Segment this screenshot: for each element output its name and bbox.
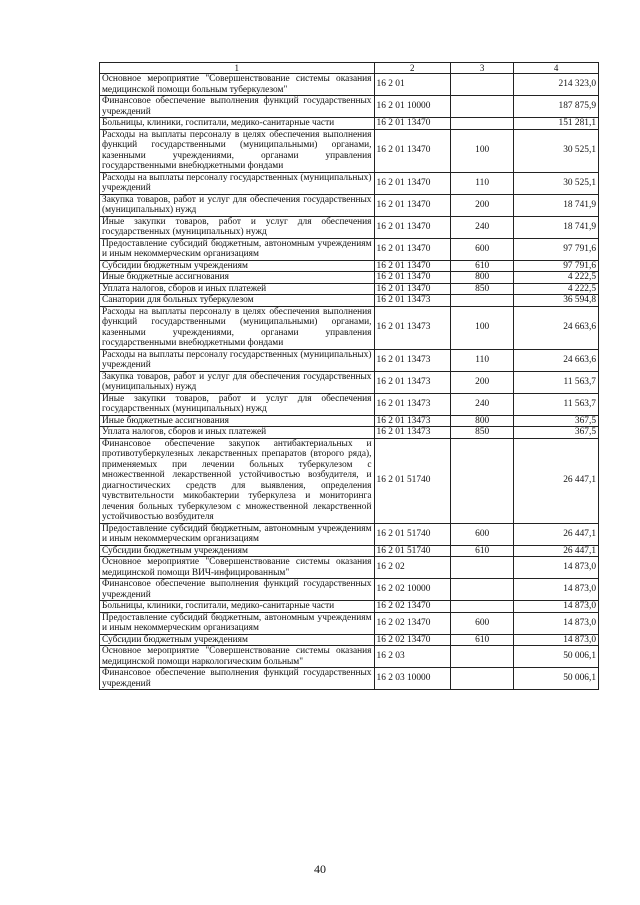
row-code: 16 2 01 13473	[374, 427, 451, 439]
table-row	[100, 371, 599, 393]
row-kind	[451, 646, 514, 668]
header-col-4: 4	[514, 63, 599, 74]
row-kind	[451, 601, 514, 613]
row-code: 16 2 01 13470	[374, 283, 451, 295]
row-name: Субсидии бюджетным учреждениям	[100, 260, 375, 272]
row-code: 16 2 02 13470	[374, 634, 451, 646]
table-row	[100, 260, 599, 272]
row-sum: 26 447,1	[514, 438, 599, 523]
row-sum: 4 222,5	[514, 272, 599, 284]
row-sum: 97 791,6	[514, 238, 599, 260]
row-code: 16 2 02 13470	[374, 612, 451, 634]
table-row	[100, 129, 599, 172]
row-code: 16 2 01 13470	[374, 272, 451, 284]
table-row	[100, 74, 599, 96]
row-name: Предоставление субсидий бюджетным, автономным учреждениям и иным некоммерческим организациям	[100, 523, 375, 545]
table-row	[100, 438, 599, 523]
table-row	[100, 172, 599, 194]
row-name: Больницы, клиники, госпитали, медико-санитарные части	[100, 601, 375, 613]
row-name: Субсидии бюджетным учреждениям	[100, 634, 375, 646]
row-name: Иные закупки товаров, работ и услуг для обеспечения государственных (муниципальных) нужд	[100, 393, 375, 415]
row-kind: 600	[451, 523, 514, 545]
row-name: Основное мероприятие "Совершенствование системы оказания медицинской помощи ВИЧ-инфицированным"	[100, 557, 375, 579]
row-code: 16 2 01 13470	[374, 238, 451, 260]
row-kind: 600	[451, 612, 514, 634]
row-code: 16 2 01 13470	[374, 194, 451, 216]
table-row	[100, 295, 599, 307]
row-kind	[451, 438, 514, 523]
row-name: Субсидии бюджетным учреждениям	[100, 545, 375, 557]
row-sum: 14 873,0	[514, 557, 599, 579]
row-sum: 18 741,9	[514, 194, 599, 216]
row-name: Уплата налогов, сборов и иных платежей	[100, 427, 375, 439]
row-kind: 100	[451, 306, 514, 349]
row-code: 16 2 01 13473	[374, 415, 451, 427]
row-name: Закупка товаров, работ и услуг для обеспечения государственных (муниципальных) нужд	[100, 371, 375, 393]
row-sum: 214 323,0	[514, 74, 599, 96]
row-code: 16 2 01 13470	[374, 118, 451, 130]
table-body	[100, 74, 599, 690]
row-name: Предоставление субсидий бюджетным, автономным учреждениям и иным некоммерческим организациям	[100, 612, 375, 634]
row-kind: 800	[451, 415, 514, 427]
row-sum: 367,5	[514, 427, 599, 439]
table-row	[100, 646, 599, 668]
table-row	[100, 306, 599, 349]
table-row	[100, 393, 599, 415]
row-sum: 187 875,9	[514, 96, 599, 118]
header-row	[100, 63, 599, 74]
table-row	[100, 216, 599, 238]
table-row	[100, 283, 599, 295]
table-row	[100, 349, 599, 371]
row-code: 16 2 02	[374, 557, 451, 579]
table-row	[100, 96, 599, 118]
row-code: 16 2 01	[374, 74, 451, 96]
row-name: Основное мероприятие "Совершенствование системы оказания медицинской помощи наркологическим больным"	[100, 646, 375, 668]
row-name: Расходы на выплаты персоналу в целях обеспечения выполнения функций государственными (муниципальными) органами, казенными учреждениями, органами управления государственными внебюджетными фондами	[100, 129, 375, 172]
row-sum: 36 594,8	[514, 295, 599, 307]
row-sum: 14 873,0	[514, 579, 599, 601]
table-row	[100, 579, 599, 601]
row-kind: 240	[451, 216, 514, 238]
row-kind: 110	[451, 172, 514, 194]
row-name: Финансовое обеспечение выполнения функций государственных учреждений	[100, 579, 375, 601]
row-code: 16 2 03	[374, 646, 451, 668]
row-name: Расходы на выплаты персоналу государственных (муниципальных) учреждений	[100, 172, 375, 194]
header-col-3: 3	[451, 63, 514, 74]
table-row	[100, 415, 599, 427]
row-code: 16 2 01 13473	[374, 295, 451, 307]
row-code: 16 2 01 13473	[374, 306, 451, 349]
row-kind	[451, 96, 514, 118]
row-kind: 610	[451, 260, 514, 272]
table-row	[100, 668, 599, 690]
row-name: Иные закупки товаров, работ и услуг для обеспечения государственных (муниципальных) нужд	[100, 216, 375, 238]
table-row	[100, 427, 599, 439]
row-code: 16 2 02 13470	[374, 601, 451, 613]
row-sum: 26 447,1	[514, 545, 599, 557]
row-sum: 367,5	[514, 415, 599, 427]
row-code: 16 2 01 51740	[374, 438, 451, 523]
row-sum: 14 873,0	[514, 612, 599, 634]
row-sum: 97 791,6	[514, 260, 599, 272]
row-kind: 800	[451, 272, 514, 284]
row-name: Финансовое обеспечение закупок антибактериальных и противотуберкулезных лекарственных препаратов (второго ряда), применяемых при лечении больных туберкулезом с множественной лекарственной устойчивостью возбудителя, и диагностических средств для выявления, определения чувствительности микобактерии туберкулеза и мониторинга лечения больных туберкулезом с множественной лекарственной устойчивостью возбудителя	[100, 438, 375, 523]
row-sum: 151 281,1	[514, 118, 599, 130]
row-sum: 11 563,7	[514, 393, 599, 415]
row-kind: 850	[451, 283, 514, 295]
row-kind: 100	[451, 129, 514, 172]
row-name: Финансовое обеспечение выполнения функций государственных учреждений	[100, 96, 375, 118]
budget-table	[99, 62, 599, 690]
row-kind: 600	[451, 238, 514, 260]
row-code: 16 2 01 10000	[374, 96, 451, 118]
row-sum: 50 006,1	[514, 646, 599, 668]
row-kind	[451, 579, 514, 601]
row-name: Уплата налогов, сборов и иных платежей	[100, 283, 375, 295]
row-name: Основное мероприятие "Совершенствование системы оказания медицинской помощи больным туберкулезом"	[100, 74, 375, 96]
row-code: 16 2 01 13473	[374, 393, 451, 415]
row-kind: 850	[451, 427, 514, 439]
row-kind	[451, 295, 514, 307]
row-name: Закупка товаров, работ и услуг для обеспечения государственных (муниципальных) нужд	[100, 194, 375, 216]
table-header	[100, 63, 599, 74]
row-name: Финансовое обеспечение выполнения функций государственных учреждений	[100, 668, 375, 690]
table-row	[100, 545, 599, 557]
row-kind: 610	[451, 545, 514, 557]
row-code: 16 2 01 13470	[374, 172, 451, 194]
row-sum: 30 525,1	[514, 129, 599, 172]
row-kind: 200	[451, 194, 514, 216]
row-sum: 14 873,0	[514, 634, 599, 646]
row-code: 16 2 01 51740	[374, 545, 451, 557]
row-kind: 240	[451, 393, 514, 415]
row-name: Иные бюджетные ассигнования	[100, 272, 375, 284]
row-sum: 30 525,1	[514, 172, 599, 194]
row-code: 16 2 01 13470	[374, 260, 451, 272]
row-name: Расходы на выплаты персоналу государственных (муниципальных) учреждений	[100, 349, 375, 371]
table-row	[100, 523, 599, 545]
row-code: 16 2 02 10000	[374, 579, 451, 601]
row-sum: 24 663,6	[514, 349, 599, 371]
table-row	[100, 557, 599, 579]
table-row	[100, 272, 599, 284]
row-kind	[451, 118, 514, 130]
table-row	[100, 118, 599, 130]
row-code: 16 2 01 13470	[374, 216, 451, 238]
row-name: Больницы, клиники, госпитали, медико-санитарные части	[100, 118, 375, 130]
row-code: 16 2 03 10000	[374, 668, 451, 690]
row-kind: 200	[451, 371, 514, 393]
row-kind	[451, 668, 514, 690]
row-name: Расходы на выплаты персоналу в целях обеспечения выполнения функций государственными (муниципальными) органами, казенными учреждениями, органами управления государственными внебюджетными фондами	[100, 306, 375, 349]
row-code: 16 2 01 13473	[374, 349, 451, 371]
row-kind: 110	[451, 349, 514, 371]
header-col-1: 1	[100, 63, 375, 74]
row-sum: 24 663,6	[514, 306, 599, 349]
page-number: 40	[314, 862, 326, 876]
row-sum: 18 741,9	[514, 216, 599, 238]
table-row	[100, 194, 599, 216]
row-code: 16 2 01 13473	[374, 371, 451, 393]
row-sum: 50 006,1	[514, 668, 599, 690]
row-sum: 4 222,5	[514, 283, 599, 295]
row-sum: 11 563,7	[514, 371, 599, 393]
row-name: Санатории для больных туберкулезом	[100, 295, 375, 307]
row-code: 16 2 01 51740	[374, 523, 451, 545]
row-kind: 610	[451, 634, 514, 646]
header-col-2: 2	[374, 63, 451, 74]
row-sum: 26 447,1	[514, 523, 599, 545]
row-kind	[451, 74, 514, 96]
row-name: Предоставление субсидий бюджетным, автономным учреждениям и иным некоммерческим организациям	[100, 238, 375, 260]
table-row	[100, 612, 599, 634]
row-sum: 14 873,0	[514, 601, 599, 613]
table-row	[100, 238, 599, 260]
row-kind	[451, 557, 514, 579]
row-code: 16 2 01 13470	[374, 129, 451, 172]
table-row	[100, 634, 599, 646]
row-name: Иные бюджетные ассигнования	[100, 415, 375, 427]
table-row	[100, 601, 599, 613]
